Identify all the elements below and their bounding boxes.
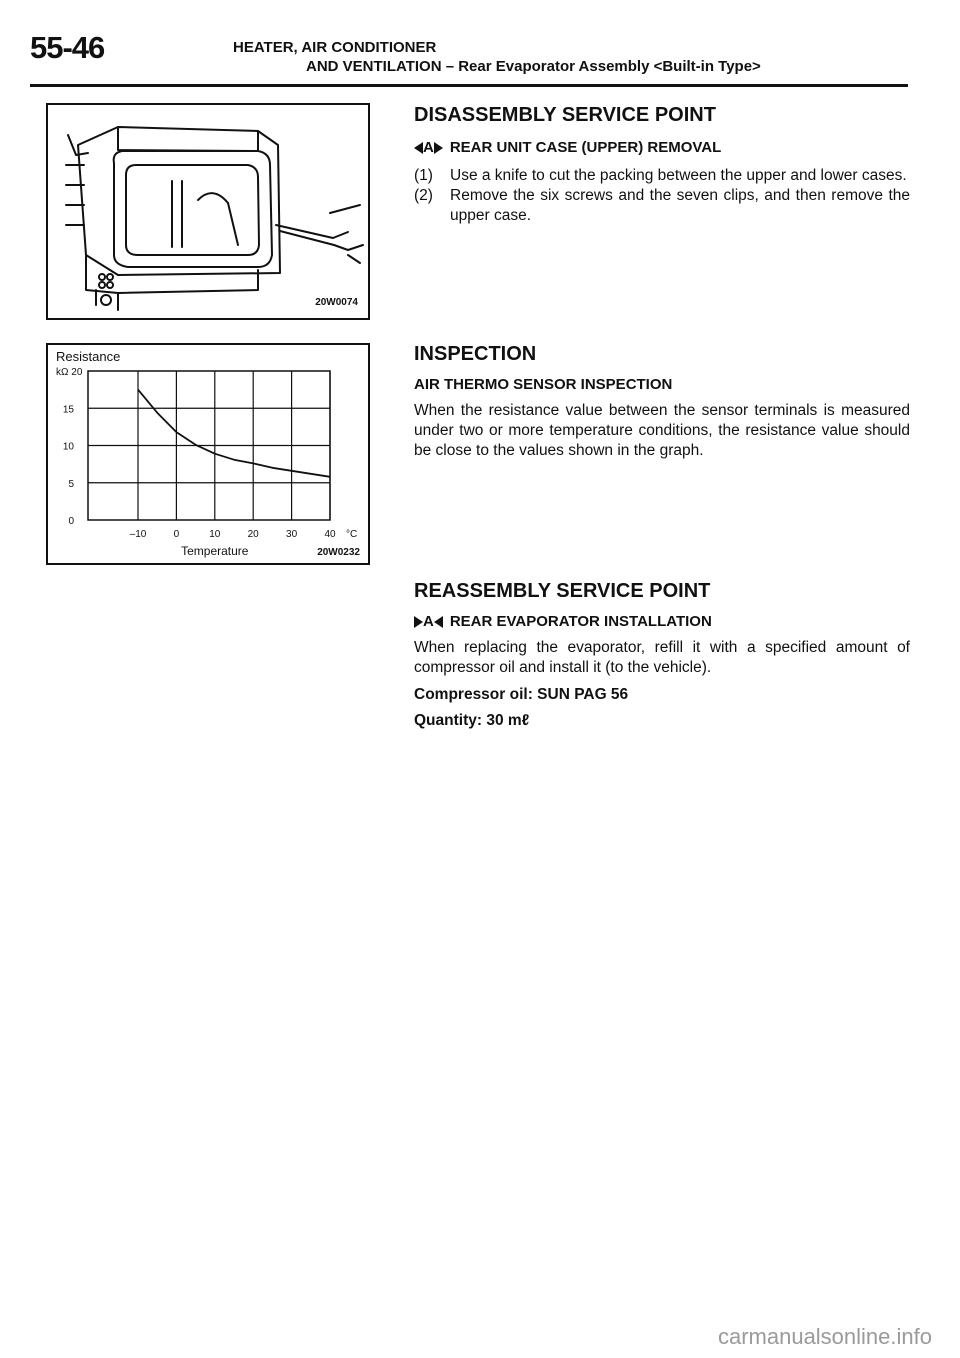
reassembly-heading: REASSEMBLY SERVICE POINT — [414, 580, 711, 602]
compressor-oil-spec: Compressor oil: SUN PAG 56 — [414, 686, 629, 703]
resistance-temperature-graph — [46, 343, 370, 565]
rear-unit-case-illustration — [46, 103, 370, 320]
disassembly-section — [414, 104, 910, 226]
y-tick-label: 0 — [68, 516, 74, 527]
subheading-text: REAR UNIT CASE (UPPER) REMOVAL — [449, 139, 722, 156]
inspection-heading: INSPECTION — [414, 343, 537, 365]
arrow-left-icon — [414, 142, 423, 154]
subheading-label: A — [423, 613, 434, 630]
step-item — [414, 166, 910, 186]
x-tick-label: –10 — [129, 529, 147, 540]
x-tick-label: 30 — [286, 529, 298, 540]
reassembly-section — [414, 580, 910, 730]
rear-unit-case-subheading — [414, 139, 910, 156]
x-tick-label: 20 — [247, 529, 259, 540]
step-text: Use a knife to cut the packing between the upper and lower cases. — [450, 167, 907, 184]
quantity-spec: Quantity: 30 mℓ — [414, 712, 530, 729]
arrow-right-icon — [414, 616, 423, 628]
page-number: 55-46 — [30, 30, 105, 65]
x-axis-title: Temperature — [181, 544, 249, 558]
rear-evaporator-subheading — [414, 613, 910, 630]
header-title-line2: AND VENTILATION – Rear Evaporator Assembly <Built-in Type> — [306, 58, 761, 75]
subheading-text: REAR EVAPORATOR INSTALLATION — [449, 613, 712, 630]
rear-unit-case-drawing — [48, 105, 368, 318]
x-unit-label: °C — [346, 529, 358, 540]
resistance-curve — [138, 390, 330, 477]
y-tick-label: 15 — [62, 404, 74, 416]
step-text: Remove the six screws and the seven clips, and then remove the upper case. — [450, 187, 910, 224]
arrow-left-icon — [434, 616, 443, 628]
x-tick-label: 10 — [209, 529, 221, 540]
y-tick-label: 10 — [62, 441, 74, 453]
reassembly-body: When replacing the evaporator, refill it with a specified amount of compressor oil and install it (to the vehicle). — [414, 639, 910, 676]
inspection-body: When the resistance value between the sensor terminals is measured under two or more temperature conditions, the resistance value should be close to the values shown in the graph. — [414, 402, 910, 459]
y-unit-label: kΩ 20 — [56, 367, 83, 378]
chart-svg — [48, 345, 368, 563]
step-number: (2) — [414, 187, 433, 204]
y-axis-title: Resistance — [56, 349, 121, 364]
header-title-line1: HEATER, AIR CONDITIONER — [233, 39, 437, 56]
step-item — [414, 186, 910, 226]
figure2-code: 20W0232 — [317, 547, 360, 558]
inspection-section — [414, 343, 910, 461]
disassembly-heading: DISASSEMBLY SERVICE POINT — [414, 104, 716, 126]
x-tick-label: 0 — [173, 529, 180, 540]
subheading-label: A — [423, 139, 434, 156]
arrow-right-icon — [434, 142, 443, 154]
air-thermo-subheading: AIR THERMO SENSOR INSPECTION — [414, 376, 673, 393]
figure1-code: 20W0074 — [315, 297, 358, 308]
y-tick-label: 5 — [68, 478, 74, 490]
header-rule — [30, 84, 908, 87]
x-tick-label: 40 — [324, 529, 336, 540]
watermark: carmanualsonline.info — [717, 1324, 932, 1349]
step-number: (1) — [414, 167, 433, 184]
